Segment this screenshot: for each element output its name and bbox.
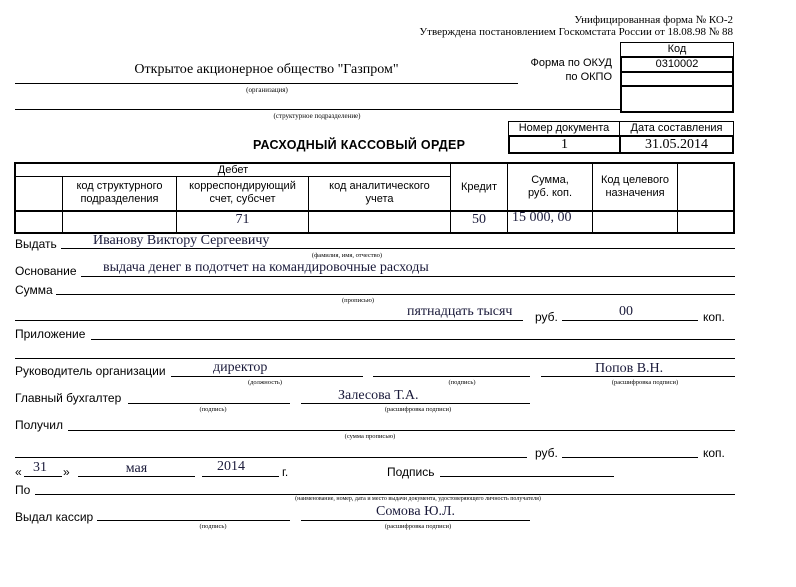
received-hint: (сумма прописью)	[344, 433, 396, 440]
id-document-field[interactable]	[35, 482, 735, 494]
head-name-hint: (расшифровка подписи)	[611, 379, 679, 386]
document-number[interactable]: 1	[510, 137, 621, 152]
received-label: Получил	[15, 418, 63, 432]
sum-label: Сумма	[15, 283, 53, 297]
received-amount-field[interactable]	[68, 417, 735, 429]
organization-line	[15, 83, 518, 84]
head-position[interactable]: директор	[213, 360, 268, 375]
issue-recipient[interactable]: Иванову Виктору Сергеевичу	[93, 233, 270, 248]
cashier-signature-line[interactable]	[97, 520, 290, 521]
id-document-label: По	[15, 483, 31, 497]
column-header-purpose-code: Код целевого назначения	[601, 174, 669, 199]
accountant-name-hint: (расшифровка подписи)	[384, 406, 452, 413]
date-quote-close: »	[63, 465, 70, 479]
sum-line[interactable]	[56, 294, 735, 295]
document-date-header: Дата составления	[630, 122, 723, 134]
extra-code[interactable]	[622, 87, 732, 111]
subdivision-field[interactable]	[15, 96, 620, 108]
document-number-table	[508, 121, 734, 154]
sum-words[interactable]: пятнадцать тысяч	[407, 304, 513, 319]
document-title: РАСХОДНЫЙ КАССОВЫЙ ОРДЕР	[253, 138, 466, 152]
subdivision-hint: (структурное подразделение)	[273, 112, 361, 120]
attachment-field[interactable]	[91, 326, 735, 338]
sum-rub-label: руб.	[535, 310, 558, 324]
date-year-suffix: г.	[282, 465, 289, 479]
codes-header: Код	[620, 42, 734, 56]
column-header-sum: Сумма, руб. коп.	[527, 174, 573, 199]
date-day[interactable]: 31	[33, 460, 47, 475]
column-header-subdivision-code: код структурного подразделения	[76, 180, 163, 205]
head-label: Руководитель организации	[15, 364, 166, 378]
document-date[interactable]: 31.05.2014	[645, 137, 708, 152]
cell-empty[interactable]	[16, 212, 62, 232]
head-sign-hint: (подпись)	[448, 379, 476, 386]
date-year[interactable]: 2014	[217, 459, 245, 474]
accountant-sign-hint: (подпись)	[199, 406, 227, 413]
approval-text: Утверждена постановлением Госкомстата России от 18.08.98 № 88	[419, 26, 733, 38]
received-kop-label: коп.	[703, 446, 725, 460]
column-header-credit: Кредит	[460, 181, 497, 193]
document-number-header: Номер документа	[509, 122, 620, 135]
column-header-empty	[16, 177, 62, 210]
cashier-name-hint: (расшифровка подписи)	[384, 523, 452, 530]
signature-line[interactable]	[440, 476, 614, 477]
basis-label: Основание	[15, 264, 77, 278]
column-header-analytic-code: код аналитического учета	[329, 180, 430, 205]
organization-name[interactable]: Открытое акционерное общество "Газпром"	[134, 62, 399, 77]
cashier-sign-hint: (подпись)	[199, 523, 227, 530]
sum-kopecks[interactable]: 00	[619, 304, 633, 319]
head-name[interactable]: Попов В.Н.	[595, 361, 664, 376]
sum-kop-label: коп.	[703, 310, 725, 324]
attachment-label: Приложение	[15, 327, 86, 341]
cashier-name[interactable]: Сомова Ю.Л.	[376, 504, 455, 519]
signature-label: Подпись	[387, 465, 435, 479]
form-name: Унифицированная форма № КО-2	[574, 14, 733, 26]
debit-header: Дебет	[16, 164, 450, 177]
cell-blank[interactable]	[678, 212, 733, 232]
column-header-corresponding-account: корреспондирующий счет, субсчет	[189, 180, 296, 205]
head-signature-line[interactable]	[373, 376, 530, 377]
cell-credit[interactable]: 50	[472, 212, 486, 227]
cell-corresponding-account[interactable]: 71	[235, 212, 250, 227]
cell-subdivision-code[interactable]	[63, 212, 176, 232]
head-position-hint: (должность)	[247, 379, 283, 386]
accountant-label: Главный бухгалтер	[15, 391, 122, 405]
cell-purpose-code[interactable]	[593, 212, 677, 232]
received-rub-label: руб.	[535, 446, 558, 460]
basis-value[interactable]: выдача денег в подотчет на командировочные расходы	[103, 260, 429, 275]
organization-hint: (организация)	[246, 86, 288, 94]
id-document-hint: (наименование, номер, дата и место выдачи документа, удостоверяющего личность получателя)	[295, 496, 541, 502]
subdivision-line	[15, 109, 620, 110]
okud-label: Форма по ОКУД	[530, 57, 612, 69]
okud-code[interactable]: 0310002	[622, 58, 732, 73]
issue-hint: (фамилия, имя, отчество)	[311, 252, 383, 259]
cashier-label: Выдал кассир	[15, 510, 94, 524]
date-quote-open: «	[15, 465, 22, 479]
cell-sum[interactable]: 15 000, 00	[512, 210, 572, 225]
cell-analytic-code[interactable]	[309, 212, 450, 232]
accountant-signature-line[interactable]	[128, 403, 290, 404]
okpo-code[interactable]	[622, 73, 732, 87]
sum-hint: (прописью)	[342, 297, 374, 304]
okpo-label: по ОКПО	[565, 71, 612, 83]
main-table	[14, 162, 735, 234]
issue-label: Выдать	[15, 237, 57, 251]
date-month[interactable]: мая	[125, 461, 148, 476]
codes-box	[620, 42, 734, 113]
accountant-name[interactable]: Залесова Т.А.	[338, 388, 419, 403]
